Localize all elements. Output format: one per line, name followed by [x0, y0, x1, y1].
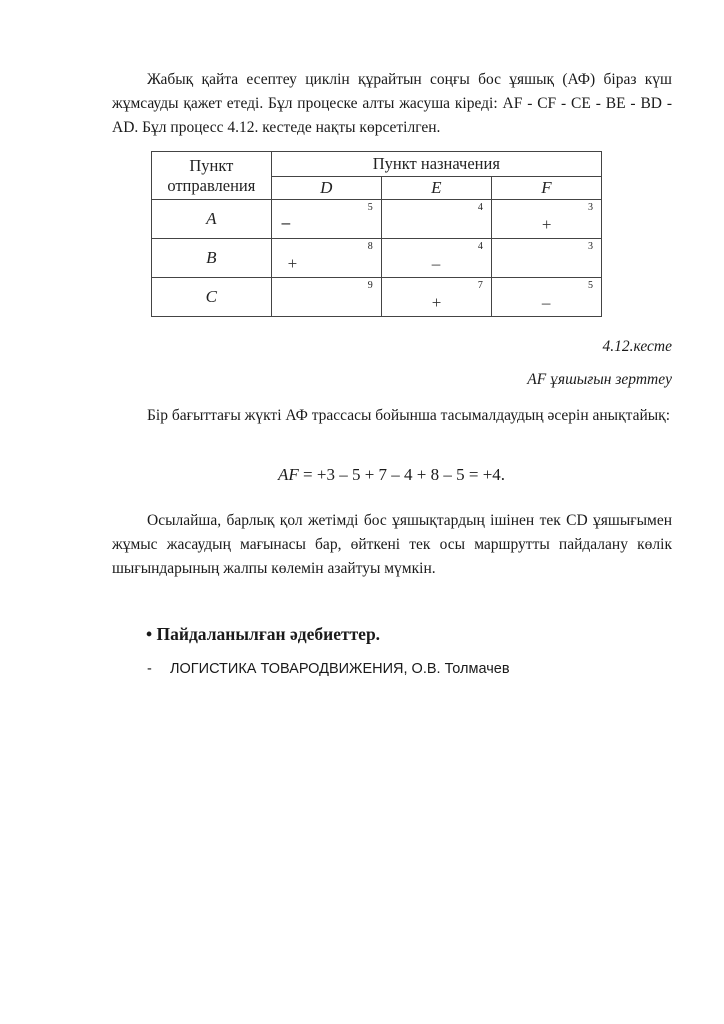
cell-cost: 7: [477, 280, 483, 291]
cell-cost: 5: [367, 202, 373, 213]
cell-ad: [271, 200, 381, 239]
row-header-b: B: [152, 239, 272, 278]
cell-cost: 9: [367, 280, 373, 291]
column-header-d: D: [271, 177, 381, 200]
transport-table: [151, 151, 602, 317]
reference-text: ЛОГИСТИКА ТОВАРОДВИЖЕНИЯ, О.В. Толмачев: [170, 661, 510, 677]
cell-cost: 4: [477, 202, 483, 213]
cell-cost: 8: [367, 241, 373, 252]
cell-cost: 5: [588, 280, 593, 291]
table-title-caption: AF ұяшығын зерттеу: [527, 371, 672, 388]
formula-lhs: AF: [278, 465, 299, 484]
cell-af: [491, 200, 601, 239]
cell-sign: –: [541, 293, 551, 312]
cell-cost: 3: [588, 202, 593, 213]
row-header-c: C: [152, 278, 272, 317]
cell-cost: 4: [477, 241, 483, 252]
cell-bd: [271, 239, 381, 278]
formula: [278, 465, 505, 485]
origin-header: Пункт отправления: [152, 152, 272, 200]
conclusion-paragraph: Осылайша, барлық қол жетімді бос ұяшықтардың ішінен тек CD ұяшығымен жұмыс жасаудың мағынасы бар, өйткені тек осы маршрутты пайдалану көлік шығындарының жалпы көлемін азайтуы мүмкін.: [112, 512, 672, 577]
table-row-c: [152, 278, 602, 317]
cell-sign: +: [287, 254, 298, 273]
table-number-caption: 4.12.кесте: [602, 338, 672, 355]
cell-sign: +: [431, 293, 442, 312]
cell-sign: –: [281, 213, 291, 232]
cell-cf: [491, 278, 601, 317]
table-row-b: [152, 239, 602, 278]
cell-be: [381, 239, 491, 278]
column-header-e: E: [381, 177, 491, 200]
references-heading: • Пайдаланылған әдебиеттер.: [146, 624, 381, 644]
column-header-f: F: [491, 177, 601, 200]
reference-bullet: -: [147, 661, 152, 677]
reference-item: [147, 661, 510, 677]
table-row-a: [152, 200, 602, 239]
cell-cost: 3: [588, 241, 593, 252]
cell-sign: –: [431, 254, 441, 273]
effect-paragraph: Бір бағыттағы жүкті АФ трассасы бойынша тасымалдаудың әсерін анықтайық:: [147, 407, 671, 424]
row-header-a: A: [152, 200, 272, 239]
formula-rhs: = +3 – 5 + 7 – 4 + 8 – 5 = +4.: [298, 465, 506, 484]
destination-header: Пункт назначения: [271, 152, 601, 177]
cell-cd: [271, 278, 381, 317]
cell-sign: +: [541, 215, 552, 234]
cell-ae: [381, 200, 491, 239]
cell-bf: [491, 239, 601, 278]
intro-paragraph: Жабық қайта есептеу циклін құрайтын соңғы бос ұяшық (АФ) біраз күш жұмсауды қажет етеді. Бұл процеске алты жасуша кіреді: AF - CF - CE - BE - BD - AD. Бұл процесс 4.12. кестеде нақты көрсетілген.: [112, 71, 672, 136]
cell-ce: [381, 278, 491, 317]
